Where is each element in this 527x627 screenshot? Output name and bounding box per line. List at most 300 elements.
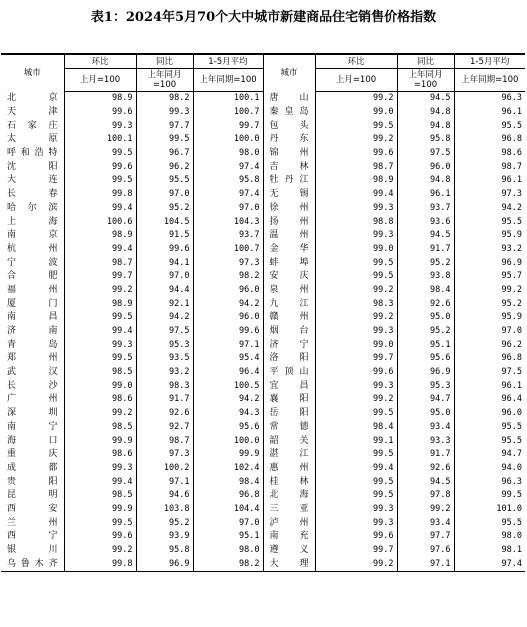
cell-ytd-right: 95.5 — [454, 215, 525, 229]
cell-ytd-left: 97.0 — [193, 516, 263, 530]
cell-yoy-right: 95.0 — [397, 407, 454, 421]
table-row — [1, 311, 525, 325]
cell-city-left: 杭 州 — [7, 243, 58, 254]
cell-mom-left: 98.9 — [64, 229, 136, 243]
cell-mom-left: 99.4 — [64, 325, 136, 339]
header-mom-sub-left: 上月=100 — [64, 69, 136, 92]
cell-mom-right: 99.2 — [315, 311, 397, 325]
table-row — [1, 393, 525, 407]
cell-yoy-right: 97.5 — [397, 147, 454, 161]
cell-yoy-left: 99.5 — [136, 133, 193, 147]
cell-ytd-right: 96.0 — [454, 407, 525, 421]
cell-mom-left: 100.6 — [64, 215, 136, 229]
table-row — [1, 133, 525, 147]
cell-yoy-left: 96.7 — [136, 147, 193, 161]
header-city-left: 城市 — [1, 54, 64, 92]
cell-city-left: 上 海 — [7, 216, 58, 227]
cell-mom-right: 99.5 — [315, 407, 397, 421]
cell-ytd-right: 95.5 — [454, 119, 525, 133]
cell-city-left: 北 京 — [7, 93, 58, 104]
cell-yoy-left: 99.6 — [136, 243, 193, 257]
cell-ytd-right: 97.3 — [454, 188, 525, 202]
cell-ytd-right: 96.3 — [454, 475, 525, 489]
cell-mom-right: 99.3 — [315, 503, 397, 517]
cell-ytd-left: 100.0 — [193, 434, 263, 448]
header-mom-right: 环比 — [315, 54, 397, 69]
cell-mom-right: 99.2 — [315, 284, 397, 298]
cell-city-left: 成 都 — [7, 462, 58, 473]
cell-mom-right: 99.1 — [315, 434, 397, 448]
cell-ytd-right: 95.5 — [454, 516, 525, 530]
cell-yoy-right: 97.7 — [397, 530, 454, 544]
cell-mom-left: 99.3 — [64, 119, 136, 133]
cell-ytd-left: 98.0 — [193, 544, 263, 558]
cell-yoy-right: 97.8 — [397, 489, 454, 503]
cell-mom-left: 99.4 — [64, 202, 136, 216]
cell-yoy-right: 95.2 — [397, 256, 454, 270]
cell-city-right: 扬 州 — [263, 215, 315, 229]
cell-mom-right: 99.3 — [315, 379, 397, 393]
cell-mom-right: 99.0 — [315, 243, 397, 257]
cell-mom-left: 99.6 — [64, 106, 136, 120]
header-ytd-sub-left: 上年同期=100 — [193, 69, 263, 92]
cell-mom-right: 99.6 — [315, 366, 397, 380]
cell-mom-right: 99.5 — [315, 119, 397, 133]
cell-ytd-right: 99.5 — [454, 489, 525, 503]
cell-city-left: 重 庆 — [7, 449, 58, 460]
cell-city-left: 石 家 庄 — [7, 120, 58, 131]
cell-mom-left: 98.5 — [64, 489, 136, 503]
cell-city-left: 海 口 — [7, 435, 58, 446]
cell-yoy-right: 93.3 — [397, 434, 454, 448]
price-index-table — [1, 53, 525, 572]
cell-ytd-left: 97.3 — [193, 256, 263, 270]
table-row — [1, 106, 525, 120]
cell-ytd-left: 96.0 — [193, 284, 263, 298]
table-row — [1, 352, 525, 366]
cell-yoy-right: 95.2 — [397, 325, 454, 339]
cell-yoy-right: 94.5 — [397, 229, 454, 243]
cell-ytd-right: 95.5 — [454, 434, 525, 448]
cell-ytd-left: 98.0 — [193, 147, 263, 161]
cell-ytd-right: 97.0 — [454, 325, 525, 339]
cell-city-left: 福 州 — [7, 284, 58, 295]
cell-ytd-left: 99.9 — [193, 448, 263, 462]
table-row — [1, 434, 525, 448]
cell-city-right: 惠 州 — [263, 462, 315, 476]
cell-city-right: 烟 台 — [263, 325, 315, 339]
cell-city-left: 长 沙 — [7, 380, 58, 391]
cell-yoy-left: 98.2 — [136, 92, 193, 106]
cell-mom-left: 99.8 — [64, 557, 136, 571]
cell-ytd-left: 95.6 — [193, 421, 263, 435]
cell-ytd-left: 97.0 — [193, 202, 263, 216]
cell-city-right: 蚌 埠 — [263, 256, 315, 270]
cell-city-left: 深 圳 — [7, 408, 58, 419]
cell-mom-left: 99.9 — [64, 503, 136, 517]
cell-mom-right: 99.2 — [315, 393, 397, 407]
cell-mom-left: 99.2 — [64, 544, 136, 558]
cell-city-left: 哈 尔 滨 — [7, 202, 58, 213]
table-row — [1, 366, 525, 380]
cell-ytd-right: 96.1 — [454, 174, 525, 188]
cell-ytd-left: 94.3 — [193, 407, 263, 421]
cell-yoy-right: 91.7 — [397, 243, 454, 257]
cell-city-right: 丹 东 — [263, 133, 315, 147]
header-yoy-sub-left: 上年同月=100 — [136, 69, 193, 92]
cell-yoy-left: 96.2 — [136, 160, 193, 174]
table-row — [1, 215, 525, 229]
cell-city-left: 乌鲁木齐 — [1, 557, 64, 571]
cell-ytd-right: 95.2 — [454, 297, 525, 311]
table-body — [1, 92, 525, 572]
table-row — [1, 160, 525, 174]
cell-city-left: 兰 州 — [7, 517, 58, 528]
cell-city-right: 桂 林 — [263, 475, 315, 489]
cell-yoy-left: 96.9 — [136, 557, 193, 571]
table-row — [1, 297, 525, 311]
cell-city-left: 合 肥 — [7, 271, 58, 282]
cell-ytd-left: 95.8 — [193, 174, 263, 188]
cell-ytd-left: 94.2 — [193, 297, 263, 311]
cell-yoy-left: 95.5 — [136, 174, 193, 188]
cell-ytd-right: 96.2 — [454, 338, 525, 352]
table-row — [1, 421, 525, 435]
cell-city-right: 湛 江 — [263, 448, 315, 462]
cell-yoy-left: 98.3 — [136, 379, 193, 393]
table-row — [1, 530, 525, 544]
cell-ytd-right: 98.6 — [454, 147, 525, 161]
cell-mom-left: 98.6 — [64, 393, 136, 407]
cell-ytd-left: 95.1 — [193, 530, 263, 544]
cell-yoy-right: 92.6 — [397, 297, 454, 311]
cell-mom-left: 99.5 — [64, 311, 136, 325]
cell-city-left: 青 岛 — [7, 339, 58, 350]
cell-mom-left: 99.9 — [64, 434, 136, 448]
cell-yoy-right: 96.9 — [397, 366, 454, 380]
cell-city-right: 宜 昌 — [263, 379, 315, 393]
cell-yoy-left: 97.3 — [136, 448, 193, 462]
cell-ytd-left: 95.4 — [193, 352, 263, 366]
cell-city-left: 西 宁 — [7, 531, 58, 542]
cell-yoy-left: 97.1 — [136, 475, 193, 489]
cell-mom-right: 99.3 — [315, 325, 397, 339]
cell-mom-left: 99.6 — [64, 530, 136, 544]
cell-yoy-right: 94.8 — [397, 106, 454, 120]
cell-mom-left: 98.5 — [64, 366, 136, 380]
cell-yoy-right: 95.1 — [397, 338, 454, 352]
cell-ytd-left: 96.8 — [193, 489, 263, 503]
cell-mom-right: 99.6 — [315, 530, 397, 544]
cell-ytd-left: 104.3 — [193, 215, 263, 229]
header-row-1 — [1, 54, 525, 69]
cell-mom-right: 99.7 — [315, 352, 397, 366]
cell-mom-right: 99.4 — [315, 188, 397, 202]
cell-mom-right: 99.5 — [315, 448, 397, 462]
cell-ytd-left: 100.1 — [193, 92, 263, 106]
cell-mom-left: 99.5 — [64, 516, 136, 530]
cell-ytd-left: 94.2 — [193, 393, 263, 407]
cell-ytd-left: 99.7 — [193, 119, 263, 133]
cell-yoy-left: 95.2 — [136, 202, 193, 216]
cell-mom-right: 98.3 — [315, 297, 397, 311]
cell-city-right: 赣 州 — [263, 311, 315, 325]
cell-city-right: 金 华 — [263, 243, 315, 257]
cell-mom-right: 99.2 — [315, 557, 397, 571]
cell-yoy-left: 97.7 — [136, 119, 193, 133]
cell-city-left: 长 春 — [7, 189, 58, 200]
table-row — [1, 202, 525, 216]
table-row — [1, 379, 525, 393]
table-row — [1, 462, 525, 476]
cell-city-left: 太 原 — [7, 134, 58, 145]
cell-ytd-right: 96.9 — [454, 256, 525, 270]
table-row — [1, 448, 525, 462]
cell-city-left: 南 宁 — [7, 421, 58, 432]
cell-city-right: 济 宁 — [263, 338, 315, 352]
cell-mom-right: 99.5 — [315, 489, 397, 503]
cell-yoy-right: 94.8 — [397, 174, 454, 188]
cell-ytd-right: 94.0 — [454, 462, 525, 476]
cell-yoy-right: 96.0 — [397, 160, 454, 174]
table-row — [1, 325, 525, 339]
cell-ytd-right: 98.1 — [454, 544, 525, 558]
cell-city-left: 昆 明 — [7, 490, 58, 501]
cell-city-left: 武 汉 — [7, 367, 58, 378]
table-row — [1, 503, 525, 517]
cell-city-right: 岳 阳 — [263, 407, 315, 421]
cell-yoy-left: 97.5 — [136, 325, 193, 339]
cell-city-right: 温 州 — [263, 229, 315, 243]
cell-yoy-left: 103.8 — [136, 503, 193, 517]
cell-yoy-right: 96.1 — [397, 188, 454, 202]
cell-yoy-right: 95.0 — [397, 311, 454, 325]
cell-city-right: 遵 义 — [263, 544, 315, 558]
cell-city-right: 吉 林 — [263, 160, 315, 174]
cell-mom-left: 99.5 — [64, 174, 136, 188]
cell-yoy-left: 94.1 — [136, 256, 193, 270]
cell-city-right: 唐 山 — [263, 92, 315, 106]
cell-ytd-right: 99.2 — [454, 284, 525, 298]
cell-ytd-left: 100.5 — [193, 379, 263, 393]
header-ytd-right: 1-5月平均 — [454, 54, 525, 69]
cell-mom-left: 99.3 — [64, 338, 136, 352]
cell-ytd-left: 100.7 — [193, 106, 263, 120]
cell-mom-right: 99.4 — [315, 462, 397, 476]
cell-city-left: 西 安 — [7, 503, 58, 514]
cell-mom-right: 99.2 — [315, 92, 397, 106]
cell-mom-right: 99.3 — [315, 229, 397, 243]
cell-mom-left: 98.9 — [64, 297, 136, 311]
cell-ytd-right: 94.7 — [454, 448, 525, 462]
cell-ytd-right: 94.2 — [454, 202, 525, 216]
cell-city-right: 秦 皇 岛 — [263, 106, 315, 120]
cell-city-left: 南 昌 — [7, 312, 58, 323]
cell-yoy-left: 91.5 — [136, 229, 193, 243]
table-row — [1, 475, 525, 489]
cell-yoy-right: 94.7 — [397, 393, 454, 407]
cell-yoy-right: 98.4 — [397, 284, 454, 298]
cell-city-right: 泉 州 — [263, 284, 315, 298]
cell-ytd-right: 96.3 — [454, 92, 525, 106]
cell-city-right: 徐 州 — [263, 202, 315, 216]
table-row — [1, 229, 525, 243]
cell-ytd-left: 98.2 — [193, 270, 263, 284]
cell-city-left: 大 连 — [7, 175, 58, 186]
cell-city-right: 南 充 — [263, 530, 315, 544]
cell-yoy-left: 93.9 — [136, 530, 193, 544]
cell-ytd-right: 101.0 — [454, 503, 525, 517]
table-row — [1, 407, 525, 421]
header-mom-left: 环比 — [64, 54, 136, 69]
cell-yoy-left: 95.8 — [136, 544, 193, 558]
cell-city-right: 无 锡 — [263, 188, 315, 202]
cell-city-left: 宁 波 — [7, 257, 58, 268]
cell-ytd-right: 98.0 — [454, 530, 525, 544]
cell-yoy-right: 92.6 — [397, 462, 454, 476]
cell-city-right: 包 头 — [263, 119, 315, 133]
cell-ytd-left: 100.0 — [193, 133, 263, 147]
cell-yoy-right: 93.6 — [397, 215, 454, 229]
cell-mom-right: 99.6 — [315, 147, 397, 161]
cell-yoy-left: 94.4 — [136, 284, 193, 298]
table-row — [1, 188, 525, 202]
table-row — [1, 92, 525, 106]
cell-yoy-right: 93.4 — [397, 421, 454, 435]
cell-yoy-left: 104.5 — [136, 215, 193, 229]
table-row — [1, 544, 525, 558]
table-row — [1, 489, 525, 503]
cell-ytd-left: 96.4 — [193, 366, 263, 380]
cell-city-left: 银 川 — [7, 545, 58, 556]
cell-yoy-left: 91.7 — [136, 393, 193, 407]
cell-city-right: 安 庆 — [263, 270, 315, 284]
cell-city-right: 襄 阳 — [263, 393, 315, 407]
table-row — [1, 516, 525, 530]
cell-mom-right: 99.5 — [315, 475, 397, 489]
cell-mom-left: 99.5 — [64, 352, 136, 366]
cell-ytd-left: 96.0 — [193, 311, 263, 325]
cell-yoy-left: 95.2 — [136, 516, 193, 530]
cell-yoy-left: 92.7 — [136, 421, 193, 435]
cell-ytd-left: 99.6 — [193, 325, 263, 339]
cell-city-right: 常 德 — [263, 421, 315, 435]
cell-yoy-right: 97.1 — [397, 557, 454, 571]
cell-mom-left: 99.2 — [64, 407, 136, 421]
cell-mom-left: 99.2 — [64, 284, 136, 298]
cell-ytd-left: 98.4 — [193, 475, 263, 489]
cell-ytd-right: 93.2 — [454, 243, 525, 257]
cell-ytd-right: 95.9 — [454, 229, 525, 243]
cell-mom-right: 99.3 — [315, 202, 397, 216]
cell-yoy-right: 95.3 — [397, 379, 454, 393]
cell-city-right: 北 海 — [263, 489, 315, 503]
cell-yoy-left: 100.2 — [136, 462, 193, 476]
cell-city-right: 大 理 — [263, 557, 315, 571]
cell-ytd-left: 102.4 — [193, 462, 263, 476]
cell-yoy-left: 99.3 — [136, 106, 193, 120]
header-mom-sub-right: 上月=100 — [315, 69, 397, 92]
header-city-right: 城市 — [263, 54, 315, 92]
cell-yoy-right: 99.2 — [397, 503, 454, 517]
cell-city-right: 九 江 — [263, 297, 315, 311]
cell-yoy-left: 93.5 — [136, 352, 193, 366]
cell-city-left: 贵 阳 — [7, 476, 58, 487]
cell-mom-left: 99.4 — [64, 475, 136, 489]
cell-mom-left: 99.5 — [64, 147, 136, 161]
table-row — [1, 174, 525, 188]
cell-city-right: 洛 阳 — [263, 352, 315, 366]
cell-yoy-left: 92.1 — [136, 297, 193, 311]
cell-mom-right: 98.9 — [315, 174, 397, 188]
header-yoy-left: 同比 — [136, 54, 193, 69]
cell-mom-left: 99.3 — [64, 462, 136, 476]
cell-yoy-right: 97.6 — [397, 544, 454, 558]
cell-yoy-left: 92.6 — [136, 407, 193, 421]
cell-city-right: 韶 关 — [263, 434, 315, 448]
cell-city-left: 厦 门 — [7, 298, 58, 309]
cell-city-right: 平 顶 山 — [263, 366, 315, 380]
cell-yoy-right: 94.5 — [397, 92, 454, 106]
cell-city-right: 泸 州 — [263, 516, 315, 530]
cell-ytd-left: 93.7 — [193, 229, 263, 243]
cell-yoy-left: 93.2 — [136, 366, 193, 380]
cell-ytd-left: 98.2 — [193, 557, 263, 571]
cell-mom-left: 98.7 — [64, 256, 136, 270]
cell-mom-left: 99.8 — [64, 188, 136, 202]
cell-city-left: 郑 州 — [7, 353, 58, 364]
cell-ytd-left: 97.1 — [193, 338, 263, 352]
cell-city-left: 广 州 — [7, 394, 58, 405]
cell-yoy-right: 91.7 — [397, 448, 454, 462]
cell-mom-left: 99.0 — [64, 379, 136, 393]
cell-mom-left: 99.4 — [64, 243, 136, 257]
cell-city-left: 呼和浩特 — [7, 148, 58, 159]
cell-mom-left: 98.6 — [64, 448, 136, 462]
cell-mom-right: 99.3 — [315, 516, 397, 530]
cell-mom-right: 99.2 — [315, 133, 397, 147]
cell-mom-right: 99.0 — [315, 338, 397, 352]
table-title: 表1：2024年5月70个大中城市新建商品住宅销售价格指数 — [90, 10, 437, 25]
cell-city-left: 天 津 — [7, 107, 58, 118]
cell-ytd-right: 96.4 — [454, 393, 525, 407]
cell-yoy-right: 93.4 — [397, 516, 454, 530]
cell-mom-right: 99.0 — [315, 106, 397, 120]
cell-yoy-right: 94.5 — [397, 475, 454, 489]
cell-ytd-right: 96.1 — [454, 379, 525, 393]
cell-yoy-right: 95.8 — [397, 133, 454, 147]
cell-mom-right: 99.7 — [315, 544, 397, 558]
cell-ytd-left: 97.4 — [193, 188, 263, 202]
cell-mom-left: 99.7 — [64, 270, 136, 284]
cell-yoy-right: 93.7 — [397, 202, 454, 216]
cell-ytd-right: 95.5 — [454, 421, 525, 435]
cell-city-left: 沈 阳 — [7, 161, 58, 172]
cell-mom-left: 98.5 — [64, 421, 136, 435]
cell-yoy-right: 93.8 — [397, 270, 454, 284]
cell-mom-right: 98.4 — [315, 421, 397, 435]
table-row — [1, 147, 525, 161]
header-yoy-right: 同比 — [397, 54, 454, 69]
cell-city-right: 三 亚 — [263, 503, 315, 517]
table-row — [1, 243, 525, 257]
cell-yoy-left: 97.0 — [136, 270, 193, 284]
cell-mom-left: 98.9 — [64, 92, 136, 106]
cell-ytd-right: 95.9 — [454, 311, 525, 325]
table-row — [1, 119, 525, 133]
cell-yoy-left: 98.7 — [136, 434, 193, 448]
cell-city-right: 牡 丹 江 — [263, 174, 315, 188]
